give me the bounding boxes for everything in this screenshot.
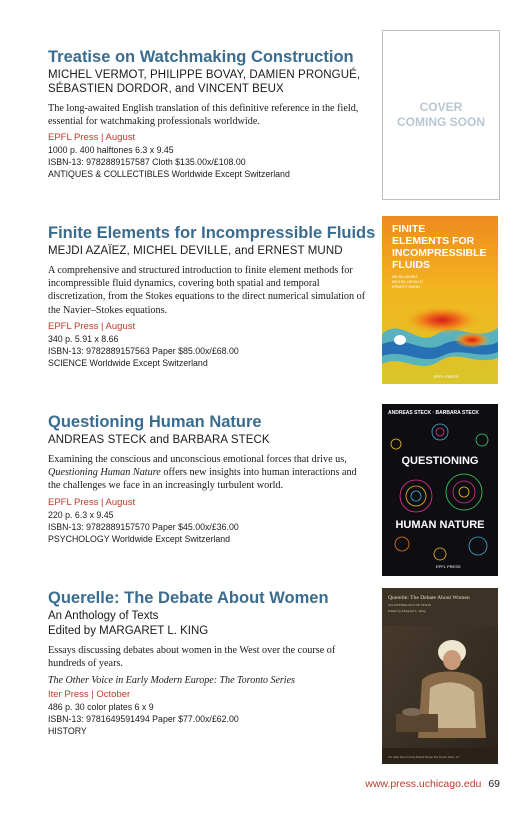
book-category: PSYCHOLOGY Worldwide Except Switzerland [48, 533, 231, 544]
cover-placeholder-text: COVER [419, 100, 463, 114]
cover-title: HUMAN NATURE [395, 519, 485, 531]
book-category: HISTORY [48, 726, 87, 737]
book-title: Questioning Human Nature [48, 413, 262, 431]
book-isbn: ISBN-13: 9782889157587 Cloth $135.00x/£108.00 [48, 157, 246, 168]
book-cover-finite-elements [382, 216, 498, 384]
cover-authors: ANDREAS STECK · BARBARA STECK [388, 410, 479, 416]
book-authors: ANDREAS STECK and BARBARA STECK [48, 434, 270, 446]
cover-art [382, 404, 498, 576]
book-entry-querelle [48, 589, 370, 737]
book-authors [48, 68, 370, 96]
book-cover-querelle [382, 588, 498, 764]
book-description [48, 453, 370, 493]
cover-title: ELEMENTS FOR [392, 235, 475, 247]
book-series: The Other Voice in Early Modern Europe: The Toronto Series [48, 675, 295, 687]
press-date: EPFL Press | August [48, 132, 136, 144]
book-specs: 1000 p. 400 halftones 6.3 x 9.45 [48, 145, 174, 156]
page-number: 69 [488, 778, 500, 790]
book-title: Querelle: The Debate About Women [48, 589, 329, 607]
book-subtitle: An Anthology of Texts [48, 610, 159, 622]
book-description: Essays discussing debates about women in the West over the course of hundreds of years. [48, 645, 336, 670]
book-specs: 486 p. 30 color plates 6 x 9 [48, 702, 154, 713]
cover-publisher: EPFL PRESS [436, 564, 461, 569]
book-category: ANTIQUES & COLLECTIBLES Worldwide Except Switzerland [48, 169, 290, 180]
book-title: Finite Elements for Incompressible Fluids [48, 224, 376, 242]
desc-text: offers new insights into human interactions and the challenges we face in an increasingly turbulent world. [48, 467, 357, 492]
page-footer [365, 778, 500, 790]
book-entry-watchmaking [48, 48, 370, 180]
cover-authors: MICHEL DEVILLE [392, 280, 423, 284]
book-isbn: ISBN-13: 9782889157563 Paper $85.00x/£68.00 [48, 345, 239, 356]
cover-placeholder-text: COMING SOON [396, 115, 485, 129]
book-description: A comprehensive and structured introduction to finite element methods for incompressible fluid dynamics, covering both spatial and temporal discretization, from the Stokes equations to the direct numerical simulation of the Navier–Stokes equations. [48, 265, 366, 316]
cover-title: INCOMPRESSIBLE [392, 247, 487, 259]
book-editor [48, 624, 370, 638]
cover-title: Querelle: The Debate About Women [388, 595, 470, 601]
cover-subtitle: AN ANTHOLOGY OF TEXTS [388, 603, 432, 607]
desc-italic-title: Questioning Human Nature [48, 467, 161, 479]
press-date: EPFL Press | August [48, 496, 136, 508]
cover-placeholder [382, 30, 500, 200]
authors-line: MICHEL VERMOT, PHILIPPE BOVAY, DAMIEN PRONGUÉ, [48, 69, 361, 81]
press-date: Iter Press | October [48, 689, 131, 701]
book-isbn: ISBN-13: 9781649591494 Paper $77.00x/£62.00 [48, 714, 239, 725]
cover-editor: Edited by Margaret L. King [388, 609, 426, 613]
book-entry-questioning-human-nature [48, 413, 370, 545]
cover-authors: MEJDI AZAÏEZ [392, 275, 418, 279]
cover-authors: ERNEST MUND [392, 285, 420, 289]
desc-text: Examining the conscious and unconscious emotional forces that drive us, [48, 454, 347, 465]
book-authors: MEJDI AZAÏEZ, MICHEL DEVILLE, and ERNEST MUND [48, 245, 343, 257]
authors-line: SÉBASTIEN DORDOR, and VINCENT BEUX [48, 83, 284, 95]
book-isbn: ISBN-13: 9782889157570 Paper $45.00x/£36.00 [48, 521, 239, 532]
cover-publisher: EPFL PRESS [434, 374, 459, 379]
book-entry-finite-elements [48, 224, 376, 369]
book-description: The long-awaited English translation of this definitive reference in the field, essential for watchmaking professionals worldwide. [48, 103, 359, 128]
cover-title: QUESTIONING [401, 455, 479, 467]
cover-art [382, 216, 498, 384]
cover-title: FINITE [392, 223, 426, 235]
footer-url[interactable]: www.press.uchicago.edu [365, 778, 482, 790]
press-date: EPFL Press | August [48, 320, 136, 332]
book-title: Treatise on Watchmaking Construction [48, 48, 354, 66]
cover-art [382, 588, 498, 764]
book-cover-questioning-human-nature [382, 404, 498, 576]
book-specs: 220 p. 6.3 x 9.45 [48, 509, 114, 520]
editor-name: MARGARET L. KING [99, 625, 209, 637]
book-category: SCIENCE Worldwide Except Switzerland [48, 357, 208, 368]
cover-series: The Other Voice in Early Modern Europe: The Toronto Series, 117 [388, 756, 460, 759]
book-specs: 340 p. 5.91 x 8.66 [48, 333, 119, 344]
edited-by-label: Edited by [48, 625, 100, 637]
cover-title: FLUIDS [392, 259, 430, 271]
